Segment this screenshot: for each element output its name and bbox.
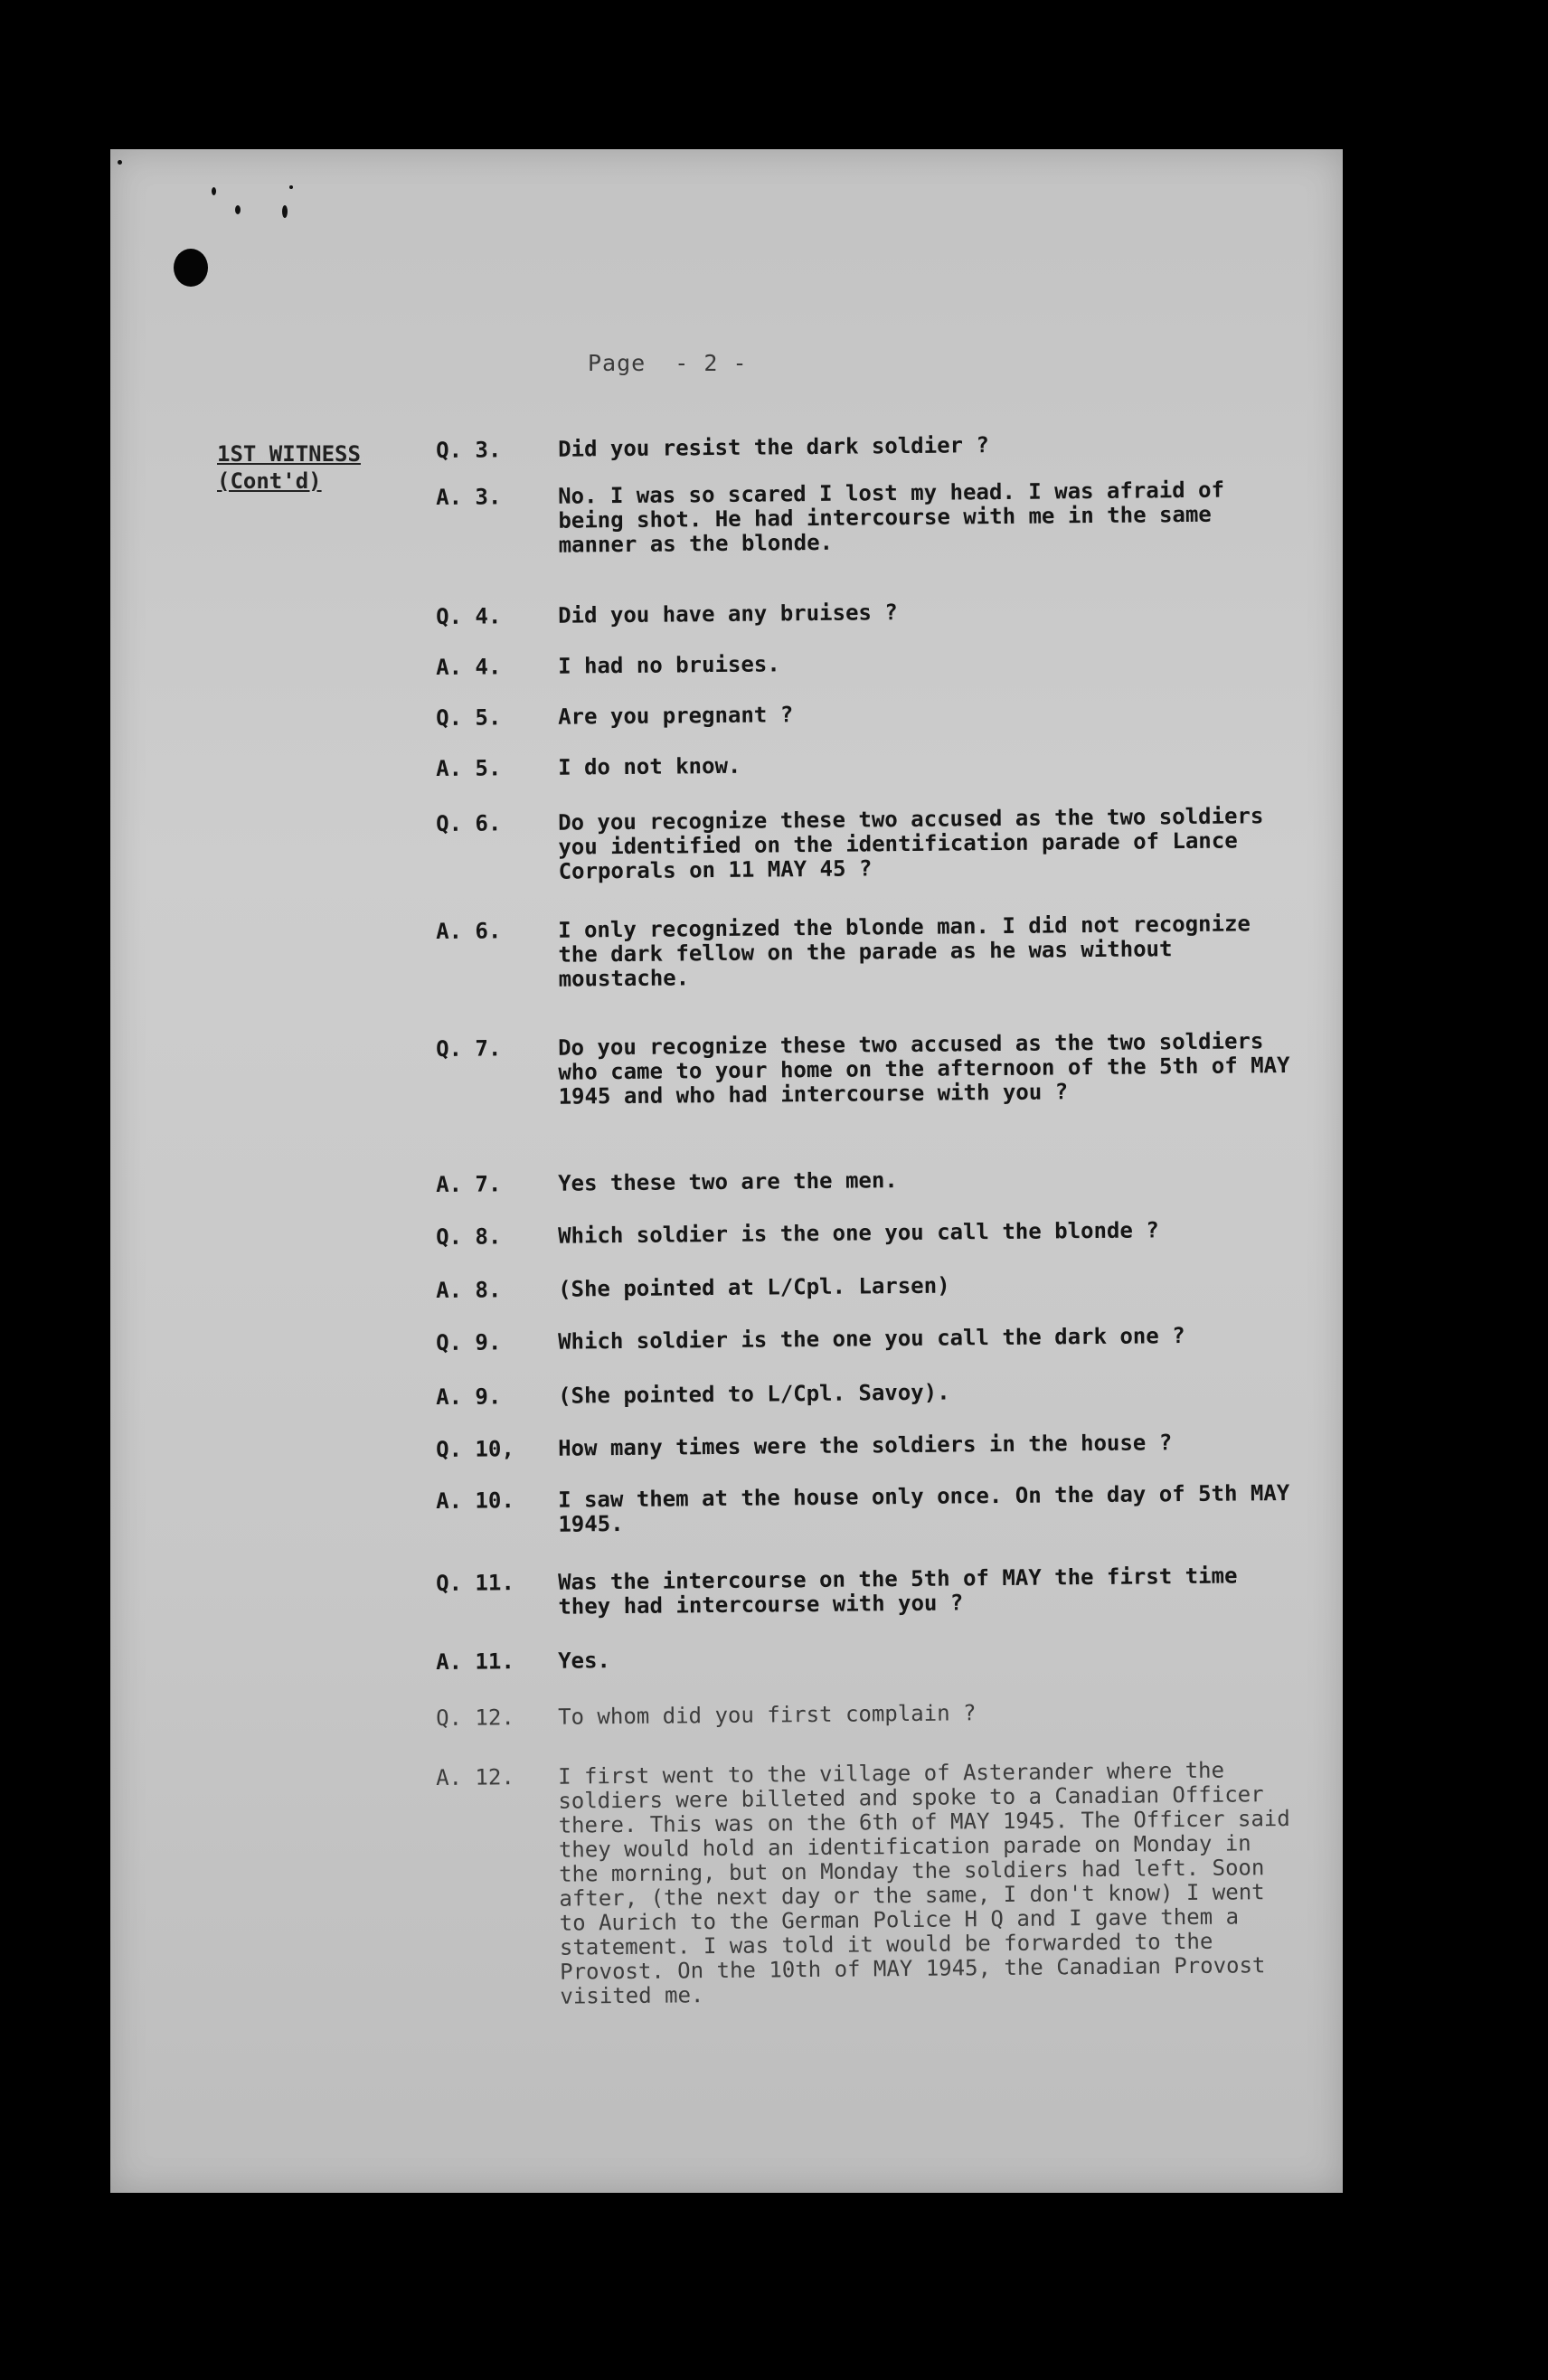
entry-text: I only recognized the blonde man. I did not recognize the dark fellow on the parade as he was without moustache. bbox=[557, 911, 1251, 992]
entry-label: A. 6. bbox=[435, 918, 502, 944]
answer-6 bbox=[436, 911, 1341, 993]
answer-12 bbox=[436, 1757, 1343, 2010]
entry-text: (She pointed at L/Cpl. Larsen) bbox=[557, 1272, 950, 1302]
entry-text: Do you recognize these two accused as the two soldiers you identified on the identification parade of Lance Corporals on 11 MAY 45 ? bbox=[557, 803, 1264, 884]
entry-text: I first went to the village of Asterander where the soldiers were billeted and spoke to a Canadian Officer there. This was on the 6th of MAY 1945. The Officer said they would hold an identification parade on Monday in the morning, but on Monday the soldiers had left. Soon after, (the next day or the same, I don't know) I went to Aurich to the German Police H Q and I gave them a statement. I was told it would be forwarded to the Provost. On the 10th of MAY 1945, the Canadian Provost visited me. bbox=[557, 1757, 1290, 2009]
question-7 bbox=[436, 1028, 1341, 1110]
entry-text: Are you pregnant ? bbox=[557, 702, 794, 730]
entry-label: A. 10. bbox=[435, 1488, 514, 1514]
entry-text: Did you have any bruises ? bbox=[557, 600, 898, 628]
entry-text: Did you resist the dark soldier ? bbox=[557, 432, 990, 462]
question-6 bbox=[436, 803, 1341, 885]
page-number-header: Page - 2 - bbox=[588, 350, 748, 376]
question-8 bbox=[436, 1216, 1340, 1250]
entry-label: Q. 5. bbox=[435, 704, 502, 731]
entry-label: Q. 9. bbox=[435, 1329, 502, 1355]
entry-label: Q. 12. bbox=[435, 1705, 514, 1731]
entry-text: I do not know. bbox=[557, 752, 741, 780]
entry-label: A. 5. bbox=[435, 755, 502, 781]
answer-8 bbox=[436, 1270, 1340, 1303]
entry-text: Which soldier is the one you call the blonde ? bbox=[557, 1217, 1159, 1249]
entry-text: No. I was so scared I lost my head. I was afraid of being shot. He had intercourse with me in the same manner as the blonde. bbox=[557, 477, 1225, 558]
answer-9 bbox=[436, 1376, 1340, 1410]
entry-label: A. 3. bbox=[435, 484, 502, 510]
ink-speck bbox=[289, 185, 293, 189]
entry-text: I saw them at the house only once. On the day of 5th MAY 1945. bbox=[557, 1479, 1290, 1537]
entry-label: A. 8. bbox=[435, 1277, 502, 1303]
answer-11 bbox=[436, 1641, 1340, 1675]
entry-label: Q. 11. bbox=[435, 1570, 514, 1596]
entry-text: Yes these two are the men. bbox=[557, 1167, 898, 1196]
entry-label: Q. 3. bbox=[435, 437, 502, 463]
entry-label: Q. 10, bbox=[435, 1436, 514, 1462]
question-9 bbox=[436, 1322, 1340, 1355]
entry-text: I had no bruises. bbox=[557, 651, 780, 679]
entry-label: A. 7. bbox=[435, 1171, 502, 1197]
entry-text: Was the intercourse on the 5th of MAY the first time they had intercourse with you ? bbox=[557, 1563, 1238, 1620]
question-10 bbox=[436, 1429, 1340, 1462]
question-4 bbox=[436, 596, 1340, 629]
entry-text: How many times were the soldiers in the house ? bbox=[557, 1430, 1173, 1461]
punch-hole bbox=[174, 249, 208, 287]
entry-label: Q. 8. bbox=[435, 1223, 502, 1250]
ink-speck bbox=[212, 187, 216, 195]
question-11 bbox=[436, 1563, 1340, 1620]
question-3 bbox=[436, 430, 1340, 463]
continued-note: (Cont'd) bbox=[217, 468, 322, 494]
document-page bbox=[110, 149, 1343, 2193]
entry-label: Q. 7. bbox=[435, 1035, 502, 1062]
question-5 bbox=[436, 697, 1340, 731]
answer-7 bbox=[436, 1164, 1340, 1197]
answer-4 bbox=[436, 647, 1340, 680]
answer-10 bbox=[436, 1480, 1340, 1538]
ink-speck bbox=[282, 205, 288, 218]
answer-5 bbox=[436, 748, 1340, 781]
entry-label: Q. 4. bbox=[435, 603, 502, 629]
entry-text: Yes. bbox=[557, 1648, 611, 1674]
answer-3 bbox=[436, 477, 1341, 559]
entry-text: To whom did you first complain ? bbox=[557, 1700, 977, 1730]
ink-speck bbox=[118, 160, 122, 165]
entry-label: A. 12. bbox=[435, 1764, 514, 1790]
entry-label: A. 9. bbox=[435, 1384, 502, 1410]
entry-text: Do you recognize these two accused as the two soldiers who came to your home on the afternoon of the 5th of MAY 1945 and who had intercourse with you ? bbox=[557, 1028, 1290, 1110]
witness-margin-label bbox=[217, 440, 361, 495]
question-12 bbox=[436, 1697, 1340, 1731]
witness-heading: 1ST WITNESS bbox=[217, 441, 361, 467]
entry-text: (She pointed to L/Cpl. Savoy). bbox=[557, 1379, 950, 1409]
entry-label: A. 4. bbox=[435, 654, 502, 680]
entry-text: Which soldier is the one you call the dark one ? bbox=[557, 1323, 1185, 1355]
entry-label: Q. 6. bbox=[435, 810, 502, 836]
ink-speck bbox=[235, 205, 241, 214]
entry-label: A. 11. bbox=[435, 1648, 514, 1675]
